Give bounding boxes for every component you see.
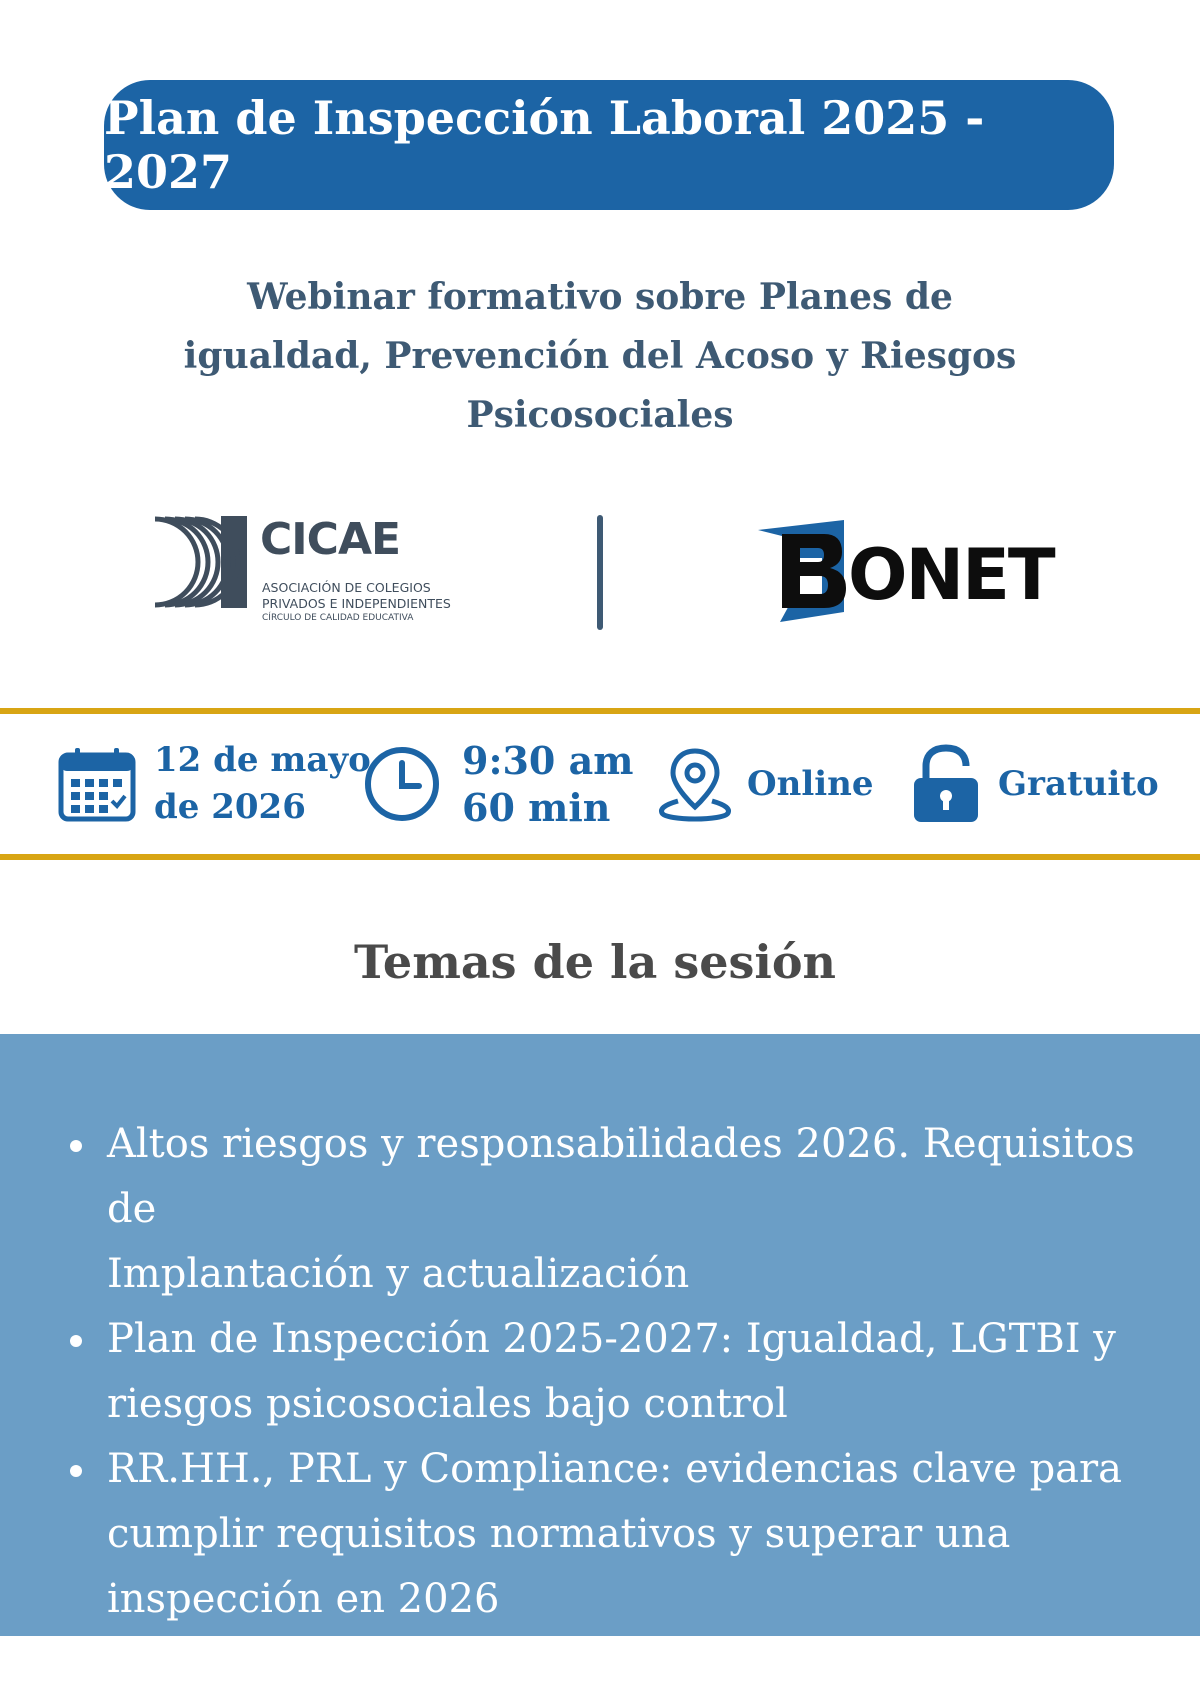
- date-line: 12 de mayo: [154, 740, 371, 780]
- topic-line: Implantación y actualización: [107, 1251, 690, 1297]
- list-item: [0, 1307, 1200, 1437]
- price-label: Gratuito: [998, 763, 1159, 804]
- cicae-logo: [155, 514, 475, 623]
- page-title: Plan de Inspección Laboral 2025 - 2027: [104, 91, 985, 199]
- cicae-tagline: PRIVADOS E INDEPENDIENTES: [262, 596, 451, 611]
- bullet-icon: [70, 1140, 82, 1152]
- calendar-icon: [58, 745, 136, 823]
- topic-line: RR.HH., PRL y Compliance: evidencias clave para: [107, 1446, 1122, 1492]
- subtitle-line: Psicosociales: [466, 394, 734, 436]
- topic-line: Plan de Inspección 2025-2027: Igualdad, LGTBI y: [107, 1316, 1116, 1362]
- subtitle-line: Webinar formativo sobre Planes de: [247, 276, 953, 318]
- unlock-icon: [912, 744, 980, 824]
- bonet-name: ONET: [848, 534, 1054, 616]
- event-info-bar: [0, 708, 1200, 860]
- event-time: [363, 714, 633, 854]
- event-price: [912, 714, 1159, 854]
- partner-logos: [0, 500, 1200, 640]
- list-item: [0, 1112, 1200, 1307]
- bonet-logo: [752, 518, 1092, 622]
- event-location: [656, 714, 874, 854]
- cicae-name: CICAE: [260, 514, 401, 565]
- location-label: Online: [747, 763, 874, 804]
- location-pin-icon: [656, 745, 734, 823]
- cicae-tagline: ASOCIACIÓN DE COLEGIOS: [262, 580, 431, 595]
- time-line: 9:30 am: [462, 738, 634, 783]
- logo-divider: [597, 515, 603, 630]
- topics-panel: [0, 1034, 1200, 1636]
- topic-line: inspección en 2026: [107, 1576, 500, 1622]
- topic-line: cumplir requisitos normativos y superar una: [107, 1511, 1011, 1557]
- topics-list: [0, 1112, 1200, 1632]
- section-title: Temas de la sesión: [353, 935, 836, 989]
- event-date: [58, 714, 371, 854]
- date-line: de 2026: [154, 787, 306, 827]
- duration-line: 60 min: [462, 785, 611, 830]
- list-item: [0, 1437, 1200, 1632]
- cicae-logo-mark-icon: [155, 516, 247, 608]
- clock-icon: [363, 745, 441, 823]
- bullet-icon: [70, 1335, 82, 1347]
- subtitle-line: igualdad, Prevención del Acoso y Riesgos: [183, 335, 1017, 377]
- title-banner: [104, 80, 1114, 210]
- webinar-subtitle: [150, 268, 1050, 445]
- bullet-icon: [70, 1465, 82, 1477]
- cicae-tagline: CÍRCULO DE CALIDAD EDUCATIVA: [262, 613, 414, 623]
- topic-line: riesgos psicosociales bajo control: [107, 1381, 788, 1427]
- topic-line: Altos riesgos y responsabilidades 2026. Requisitos de: [107, 1121, 1135, 1232]
